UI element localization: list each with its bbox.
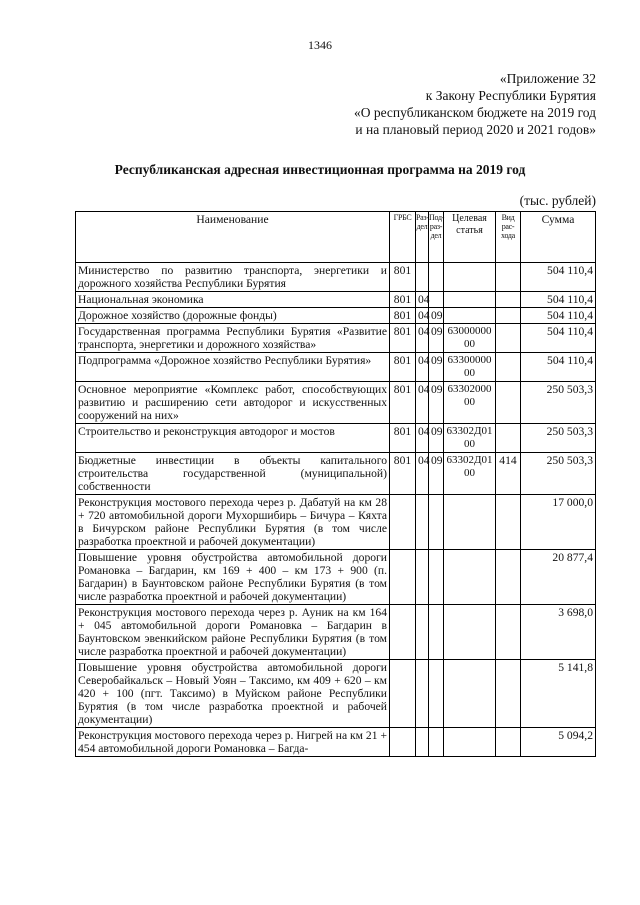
row-name: Повышение уровня обустройства автомобильной дороги Романовка – Багдарин, км 169 + 400 – км 173 + 900 (п. Багдарин) в Баунтовском районе Республики Бурятия (в том числе разработка проектной и рабочей документации) [76,550,390,605]
row-expense-type [496,605,521,660]
row-razdel [416,495,429,550]
appendix-header [354,70,596,138]
row-target-article: 63302Д0100 [444,424,496,453]
row-podrazdel: 09 [429,353,444,382]
row-grbs: 801 [390,382,416,424]
row-razdel: 04 [416,424,429,453]
header-expense-type: Вид рас-хода [496,212,521,263]
row-sum: 5 094,2 [521,728,596,757]
row-expense-type [496,353,521,382]
row-razdel: 04 [416,308,429,324]
row-podrazdel [429,495,444,550]
row-sum: 250 503,3 [521,453,596,495]
row-target-article: 6330000000 [444,353,496,382]
row-expense-type [496,495,521,550]
row-razdel: 04 [416,453,429,495]
header-sum: Сумма [521,212,596,263]
row-target-article [444,660,496,728]
header-razdel: Раз-дел [416,212,429,263]
table-row [76,353,596,382]
row-sum: 250 503,3 [521,382,596,424]
investment-program-table [75,211,596,757]
row-target-article [444,263,496,292]
row-sum: 504 110,4 [521,263,596,292]
row-podrazdel: 09 [429,324,444,353]
row-name: Основное мероприятие «Комплекс работ, способствующих развитию и расширению сети автодорог и искусственных сооружений на них» [76,382,390,424]
table-row [76,605,596,660]
row-grbs: 801 [390,424,416,453]
row-target-article [444,550,496,605]
row-expense-type [496,382,521,424]
row-razdel [416,728,429,757]
row-podrazdel: 09 [429,308,444,324]
row-podrazdel [429,263,444,292]
row-name: Министерство по развитию транспорта, энергетики и дорожного хозяйства Республики Бурятия [76,263,390,292]
row-razdel: 04 [416,382,429,424]
appendix-line: «Приложение 32 [499,71,596,86]
row-podrazdel: 09 [429,453,444,495]
document-title: Республиканская адресная инвестиционная программа на 2019 год [114,162,526,177]
header-target-article: Целевая статья [444,212,496,263]
row-sum: 504 110,4 [521,292,596,308]
table-row [76,550,596,605]
row-name: Реконструкция мостового перехода через р. Нигрей на км 21 + 454 автомобильной дороги Романовка – Багда- [76,728,390,757]
row-expense-type [496,728,521,757]
row-razdel: 04 [416,292,429,308]
row-grbs [390,728,416,757]
row-razdel: 04 [416,324,429,353]
row-name: Повышение уровня обустройства автомобильной дороги Северобайкальск – Новый Уоян – Таксимо, км 409 + 620 – км 420 + 100 (пгт. Таксимо) в Муйском районе Республики Бурятия (в том числе разработка проектной и рабочей документации) [76,660,390,728]
table-row [76,263,596,292]
row-grbs [390,660,416,728]
row-razdel: 04 [416,353,429,382]
row-podrazdel: 09 [429,382,444,424]
appendix-line: к Закону Республики Бурятия [425,88,596,103]
table-row [76,453,596,495]
row-sum: 3 698,0 [521,605,596,660]
table-row [76,424,596,453]
row-grbs [390,605,416,660]
row-podrazdel [429,292,444,308]
row-target-article [444,605,496,660]
row-razdel [416,263,429,292]
row-name: Подпрограмма «Дорожное хозяйство Республики Бурятия» [76,353,390,382]
row-grbs: 801 [390,308,416,324]
row-target-article [444,308,496,324]
row-expense-type [496,308,521,324]
table-row [76,495,596,550]
table-header-row [76,212,596,263]
appendix-line: и на плановый период 2020 и 2021 годов» [355,122,596,137]
appendix-line: «О республиканском бюджете на 2019 год [353,105,596,120]
row-expense-type [496,660,521,728]
row-name: Строительство и реконструкция автодорог и мостов [76,424,390,453]
table-body [76,263,596,757]
row-target-article: 63302Д0100 [444,453,496,495]
row-expense-type [496,424,521,453]
row-name: Национальная экономика [76,292,390,308]
row-name: Государственная программа Республики Бурятия «Развитие транспорта, энергетики и дорожного хозяйства» [76,324,390,353]
row-name: Реконструкция мостового перехода через р. Дабатуй на км 28 + 720 автомобильной дороги Мухоршибирь – Бичура – Кяхта в Бичурском районе Республики Бурятия (в том числе разработка проектной и рабочей документации) [76,495,390,550]
row-podrazdel [429,660,444,728]
row-grbs: 801 [390,263,416,292]
table-row [76,324,596,353]
row-expense-type [496,263,521,292]
row-razdel [416,550,429,605]
row-grbs: 801 [390,353,416,382]
row-target-article: 6330200000 [444,382,496,424]
page-number: 1346 [308,38,332,52]
table-row [76,728,596,757]
table-row [76,308,596,324]
row-target-article [444,495,496,550]
row-expense-type: 414 [496,453,521,495]
row-expense-type [496,324,521,353]
row-name: Дорожное хозяйство (дорожные фонды) [76,308,390,324]
row-target-article [444,292,496,308]
row-grbs: 801 [390,453,416,495]
row-grbs [390,495,416,550]
row-grbs: 801 [390,324,416,353]
row-grbs: 801 [390,292,416,308]
row-name: Реконструкция мостового перехода через р. Ауник на км 164 + 045 автомобильной дороги Романовка – Багдарин в Баунтовском эвенкийском районе Республики Бурятия (в том числе разработка проектной и рабочей документации) [76,605,390,660]
header-name: Наименование [76,212,390,263]
header-podrazdel: Под-раз-дел [429,212,444,263]
row-expense-type [496,292,521,308]
row-sum: 504 110,4 [521,324,596,353]
unit-label: (тыс. рублей) [519,193,596,208]
row-sum: 20 877,4 [521,550,596,605]
row-podrazdel [429,605,444,660]
row-podrazdel [429,728,444,757]
row-sum: 17 000,0 [521,495,596,550]
row-grbs [390,550,416,605]
row-sum: 504 110,4 [521,353,596,382]
row-sum: 250 503,3 [521,424,596,453]
header-grbs: ГРБС [390,212,416,263]
row-sum: 504 110,4 [521,308,596,324]
table-row [76,382,596,424]
row-podrazdel [429,550,444,605]
row-razdel [416,660,429,728]
table-row [76,292,596,308]
row-name: Бюджетные инвестиции в объекты капитального строительства государственной (муниципальной) собственности [76,453,390,495]
row-podrazdel: 09 [429,424,444,453]
row-sum: 5 141,8 [521,660,596,728]
row-target-article: 6300000000 [444,324,496,353]
row-expense-type [496,550,521,605]
row-target-article [444,728,496,757]
row-razdel [416,605,429,660]
table-row [76,660,596,728]
